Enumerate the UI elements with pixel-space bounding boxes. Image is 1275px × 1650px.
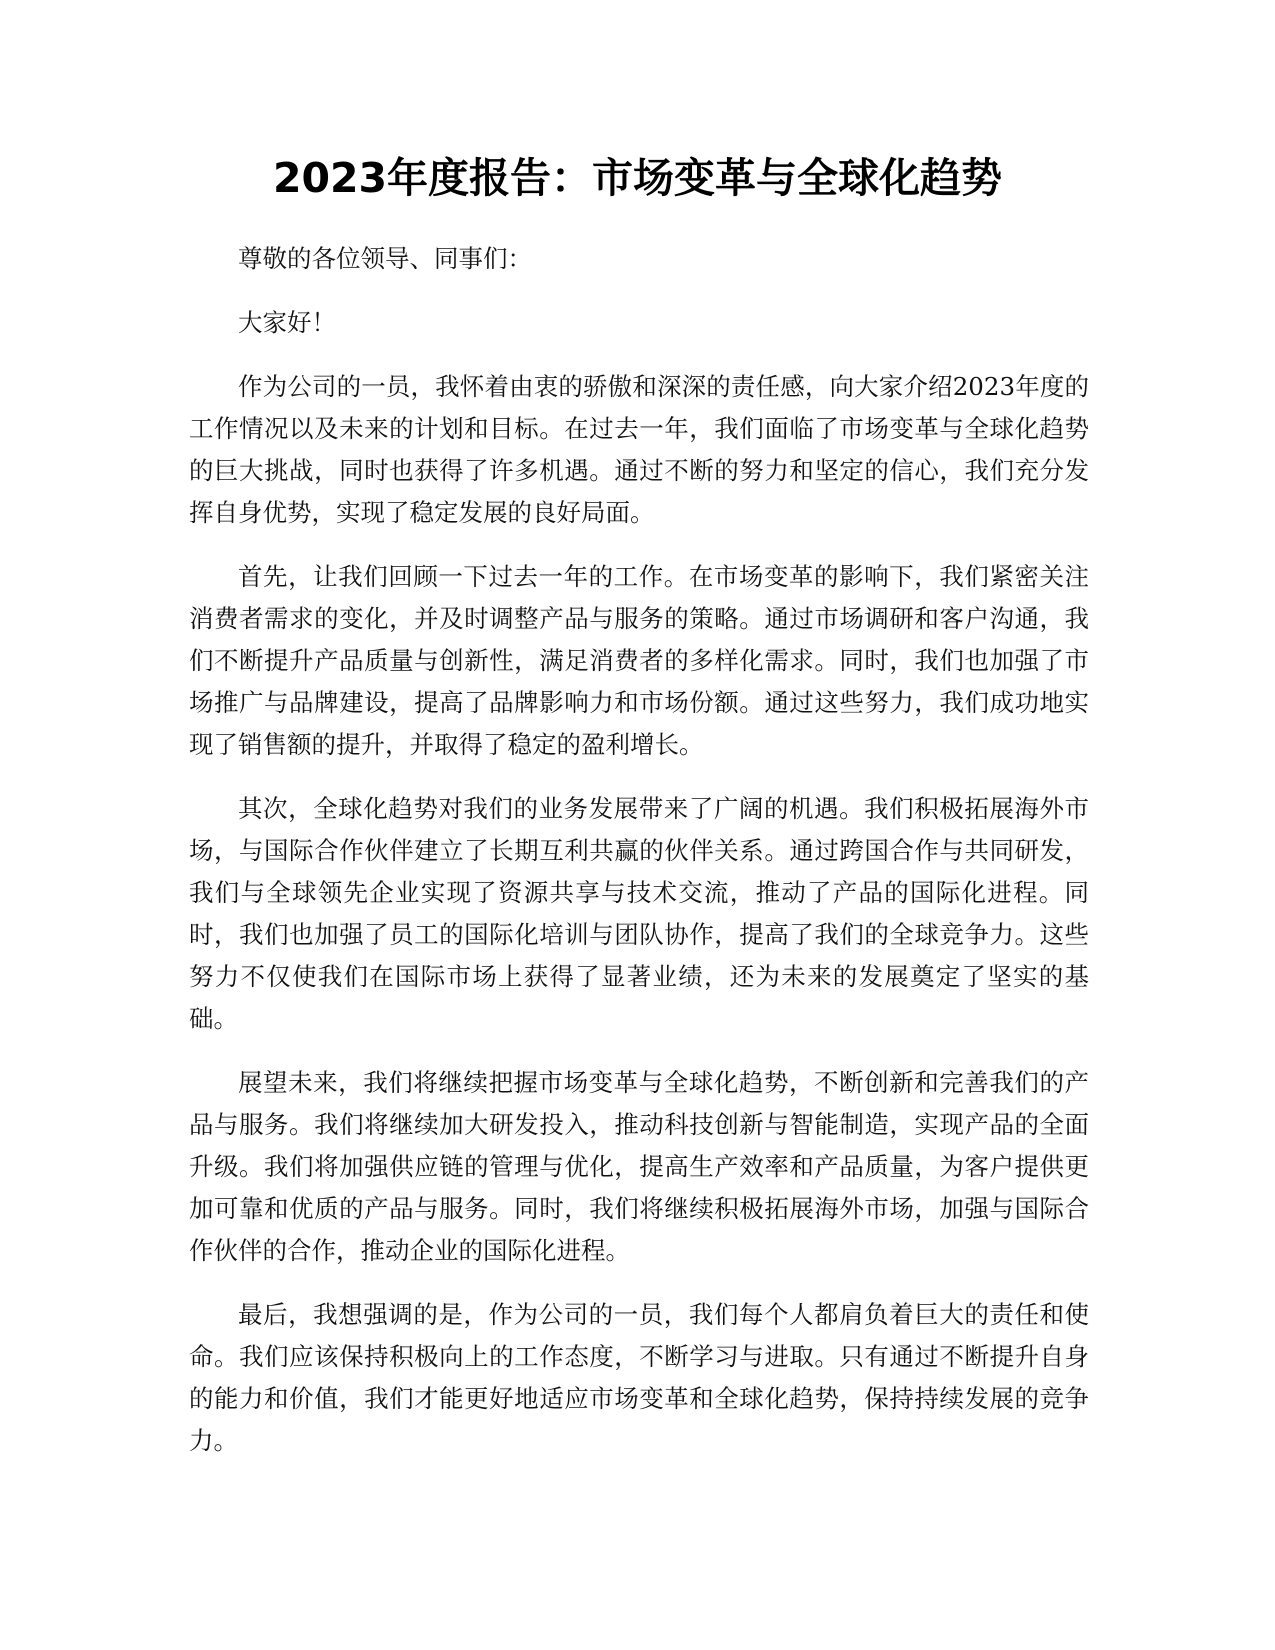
paragraph-review: 首先，让我们回顾一下过去一年的工作。在市场变革的影响下，我们紧密关注消费者需求的变化，并及时调整产品与服务的策略。通过市场调研和客户沟通，我们不断提升产品质量与创新性，满足消费者的多样化需求。同时，我们也加强了市场推广与品牌建设，提高了品牌影响力和市场份额。通过这些努力，我们成功地实现了销售额的提升，并取得了稳定的盈利增长。 bbox=[189, 562, 1089, 759]
paragraph-globalization: 其次，全球化趋势对我们的业务发展带来了广阔的机遇。我们积极拓展海外市场，与国际合作伙伴建立了长期互利共赢的伙伴关系。通过跨国合作与共同研发，我们与全球领先企业实现了资源共享与技术交流，推动了产品的国际化进程。同时，我们也加强了员工的国际化培训与团队协作，提高了我们的全球竞争力。这些努力不仅使我们在国际市场上获得了显著业绩，还为未来的发展奠定了坚实的基础。 bbox=[189, 794, 1089, 1033]
salutation: 尊敬的各位领导、同事们： bbox=[238, 244, 532, 273]
paragraph-outlook: 展望未来，我们将继续把握市场变革与全球化趋势，不断创新和完善我们的产品与服务。我们将继续加大研发投入，推动科技创新与智能制造，实现产品的全面升级。我们将加强供应链的管理与优化，提高生产效率和产品质量，为客户提供更加可靠和优质的产品与服务。同时，我们将继续积极拓展海外市场，加强与国际合作伙伴的合作，推动企业的国际化进程。 bbox=[189, 1068, 1089, 1265]
paragraph-intro: 作为公司的一员，我怀着由衷的骄傲和深深的责任感，向大家介绍2023年度的工作情况以及未来的计划和目标。在过去一年，我们面临了市场变革与全球化趋势的巨大挑战，同时也获得了许多机遇。通过不断的努力和坚定的信心，我们充分发挥自身优势，实现了稳定发展的良好局面。 bbox=[189, 372, 1089, 527]
paragraph-closing: 最后，我想强调的是，作为公司的一员，我们每个人都肩负着巨大的责任和使命。我们应该保持积极向上的工作态度，不断学习与进取。只有通过不断提升自身的能力和价值，我们才能更好地适应市场变革和全球化趋势，保持持续发展的竞争力。 bbox=[189, 1300, 1089, 1455]
greeting: 大家好！ bbox=[238, 308, 336, 337]
document-body bbox=[189, 238, 1089, 1484]
page-title: 2023年度报告：市场变革与全球化趋势 bbox=[272, 154, 1003, 202]
